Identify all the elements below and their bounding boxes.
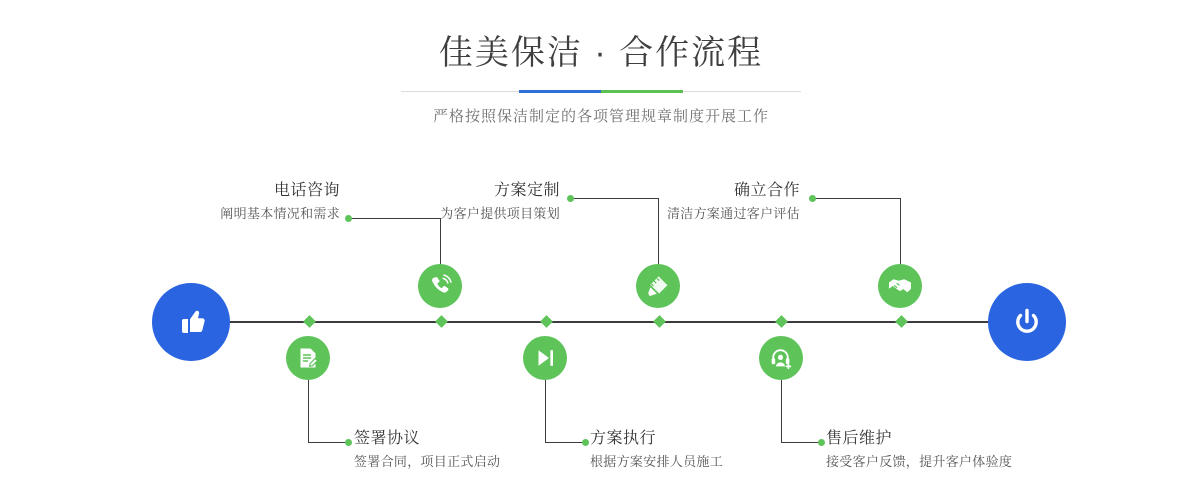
axis-marker-6 [895, 315, 908, 328]
axis-marker-2 [435, 315, 448, 328]
step-node-2 [286, 336, 330, 380]
thumbs-up-icon [171, 302, 211, 342]
divider-blue-segment [519, 90, 601, 93]
connector-step-4-h [545, 442, 585, 443]
step-desc: 清洁方案通过客户评估 [666, 206, 800, 221]
step-title: 方案执行 [590, 430, 657, 447]
step-node-5 [878, 264, 922, 308]
connector-dot-6 [818, 439, 825, 446]
document-edit-icon [296, 346, 320, 370]
step-title: 签署协议 [354, 430, 421, 447]
step-node-4 [523, 336, 567, 380]
step-label-2 [354, 428, 614, 472]
connector-dot-5 [809, 195, 816, 202]
page-title: 佳美保洁 · 合作流程 [438, 34, 764, 72]
step-title: 售后维护 [826, 430, 893, 447]
step-label-4 [590, 428, 850, 472]
page-subtitle: 严格按照保洁制定的各项管理规章制度开展工作 [432, 108, 769, 125]
connector-step-4 [545, 380, 546, 442]
step-title: 方案定制 [493, 182, 560, 199]
step-desc: 为客户提供项目策划 [440, 206, 560, 221]
step-desc: 签署合同，项目正式启动 [354, 454, 501, 469]
connector-step-6 [781, 380, 782, 442]
step-label-6 [826, 428, 1126, 472]
step-title: 电话咨询 [273, 182, 340, 199]
power-icon [1007, 302, 1047, 342]
axis-marker-4 [653, 315, 666, 328]
pen-ruler-icon [645, 273, 671, 299]
phone-ring-icon [427, 273, 453, 299]
step-node-3 [636, 264, 680, 308]
divider-green-segment [601, 90, 683, 93]
header [0, 30, 1202, 126]
flow-start-node [152, 283, 230, 361]
step-desc: 接受客户反馈，提升客户体验度 [826, 454, 1013, 469]
axis-marker-1 [303, 315, 316, 328]
flow-end-node [988, 283, 1066, 361]
step-desc: 阐明基本情况和需求 [220, 206, 340, 221]
step-node-1 [418, 264, 462, 308]
step-desc: 根据方案安排人员施工 [590, 454, 724, 469]
connector-step-6-h [781, 442, 821, 443]
timeline [0, 160, 1202, 502]
step-label-3 [320, 180, 560, 224]
title-divider [401, 90, 801, 93]
step-label-1 [100, 180, 340, 224]
connector-step-5-h [814, 198, 900, 199]
connector-step-1 [440, 218, 441, 264]
step-node-6 [759, 336, 803, 380]
step-title: 确立合作 [733, 182, 800, 199]
handshake-icon [887, 273, 913, 299]
connector-step-5 [900, 198, 901, 264]
axis-marker-3 [540, 315, 553, 328]
play-forward-icon [533, 346, 557, 370]
connector-step-2 [308, 380, 309, 442]
connector-dot-2 [345, 439, 352, 446]
connector-dot-4 [582, 439, 589, 446]
connector-step-2-h [308, 442, 348, 443]
step-label-5 [560, 180, 800, 224]
headset-support-icon [769, 346, 793, 370]
axis-marker-5 [775, 315, 788, 328]
